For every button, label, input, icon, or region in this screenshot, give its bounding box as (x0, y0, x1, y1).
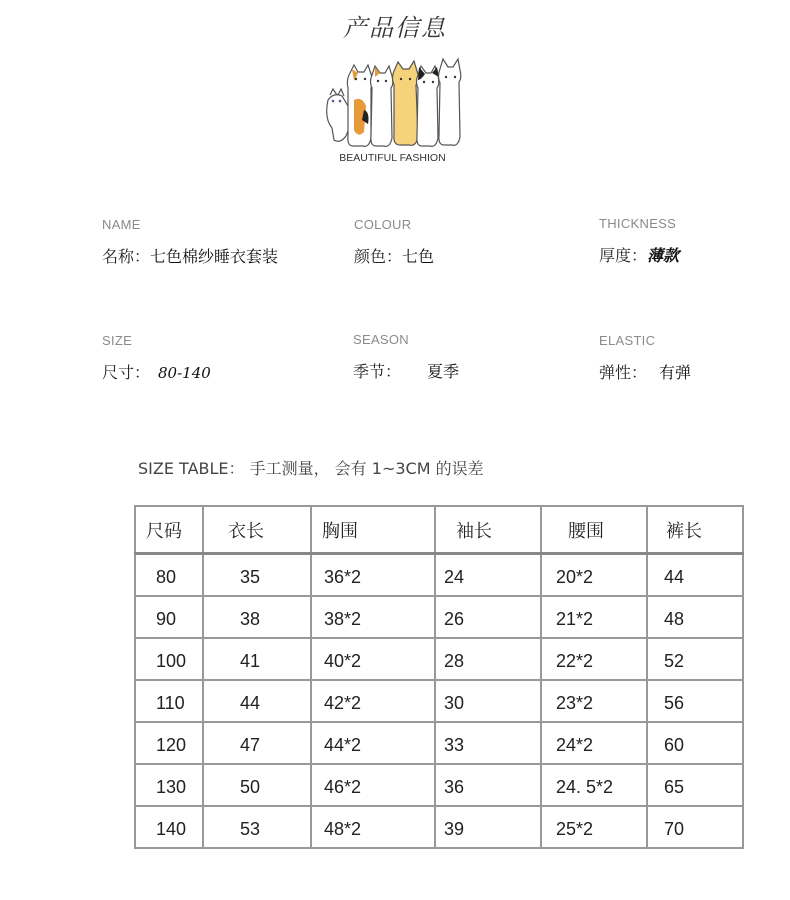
field-size-value: 80-140 (158, 364, 211, 382)
table-cell: 42*2 (311, 680, 435, 722)
field-thickness-value: 薄款 (647, 246, 680, 265)
table-cell: 40*2 (311, 638, 435, 680)
field-elastic-value: 有弹 (659, 363, 692, 382)
table-cell: 24 (435, 554, 541, 597)
header-cell: 尺码 (135, 506, 203, 554)
table-row (135, 722, 743, 764)
page-title: 产品信息 (343, 14, 447, 42)
table-cell: 33 (435, 722, 541, 764)
field-size-en: SIZE (102, 333, 133, 348)
table-cell: 26 (435, 596, 541, 638)
header-cell: 裤长 (647, 506, 743, 554)
table-cell: 23*2 (541, 680, 647, 722)
table-cell: 80 (135, 554, 203, 597)
table-cell: 48*2 (311, 806, 435, 848)
table-cell: 46*2 (311, 764, 435, 806)
field-season (353, 332, 459, 382)
field-thickness (599, 216, 679, 266)
field-colour-en: COLOUR (354, 217, 412, 232)
table-cell: 140 (135, 806, 203, 848)
table-cell: 35 (203, 554, 311, 597)
table-row (135, 596, 743, 638)
field-size-label: 尺寸： (102, 363, 151, 382)
table-cell: 21*2 (541, 596, 647, 638)
table-cell: 110 (135, 680, 203, 722)
table-cell: 50 (203, 764, 311, 806)
table-cell: 130 (135, 764, 203, 806)
table-cell: 52 (647, 638, 743, 680)
field-elastic-en: ELASTIC (599, 333, 656, 348)
table-row (135, 638, 743, 680)
table-cell: 24*2 (541, 722, 647, 764)
field-thickness-en: THICKNESS (599, 216, 677, 231)
field-name-label: 名称： (102, 247, 151, 266)
table-row (135, 554, 743, 597)
header-cell: 胸围 (311, 506, 435, 554)
field-season-value: 夏季 (427, 362, 460, 381)
table-cell: 24. 5*2 (541, 764, 647, 806)
table-cell: 53 (203, 806, 311, 848)
header-cell: 腰围 (541, 506, 647, 554)
table-cell: 60 (647, 722, 743, 764)
field-colour (354, 217, 434, 267)
size-table-caption: SIZE TABLE： 手工测量， 会有 1~3CM 的误差 (138, 459, 484, 478)
table-cell: 38*2 (311, 596, 435, 638)
field-season-label: 季节： (353, 362, 402, 381)
field-elastic (599, 333, 691, 383)
field-colour-value: 七色 (402, 247, 435, 266)
field-size (102, 333, 211, 383)
size-table-header-row (135, 506, 743, 554)
table-cell: 47 (203, 722, 311, 764)
table-cell: 90 (135, 596, 203, 638)
table-cell: 28 (435, 638, 541, 680)
table-cell: 41 (203, 638, 311, 680)
header-cell: 袖长 (435, 506, 541, 554)
field-name-en: NAME (102, 217, 141, 232)
table-cell: 39 (435, 806, 541, 848)
table-cell: 36 (435, 764, 541, 806)
field-elastic-label: 弹性： (599, 363, 648, 382)
table-cell: 120 (135, 722, 203, 764)
table-row (135, 764, 743, 806)
field-thickness-label: 厚度： (599, 246, 648, 265)
table-cell: 48 (647, 596, 743, 638)
table-cell: 44*2 (311, 722, 435, 764)
header-cell: 衣长 (203, 506, 311, 554)
field-name-value: 七色棉纱睡衣套装 (150, 247, 279, 266)
table-cell: 100 (135, 638, 203, 680)
table-cell: 25*2 (541, 806, 647, 848)
size-table (134, 505, 744, 849)
table-cell: 65 (647, 764, 743, 806)
field-colour-label: 颜色： (354, 247, 403, 266)
table-cell: 22*2 (541, 638, 647, 680)
table-cell: 30 (435, 680, 541, 722)
table-cell: 56 (647, 680, 743, 722)
table-cell: 44 (647, 554, 743, 597)
table-row (135, 806, 743, 848)
logo-text: BEAUTIFUL FASHION (339, 152, 446, 164)
cats-illustration-icon (320, 55, 465, 150)
table-cell: 70 (647, 806, 743, 848)
field-name (102, 217, 278, 267)
table-cell: 36*2 (311, 554, 435, 597)
brand-logo (320, 55, 465, 170)
table-row (135, 680, 743, 722)
table-cell: 20*2 (541, 554, 647, 597)
table-cell: 38 (203, 596, 311, 638)
field-season-en: SEASON (353, 332, 409, 347)
table-cell: 44 (203, 680, 311, 722)
